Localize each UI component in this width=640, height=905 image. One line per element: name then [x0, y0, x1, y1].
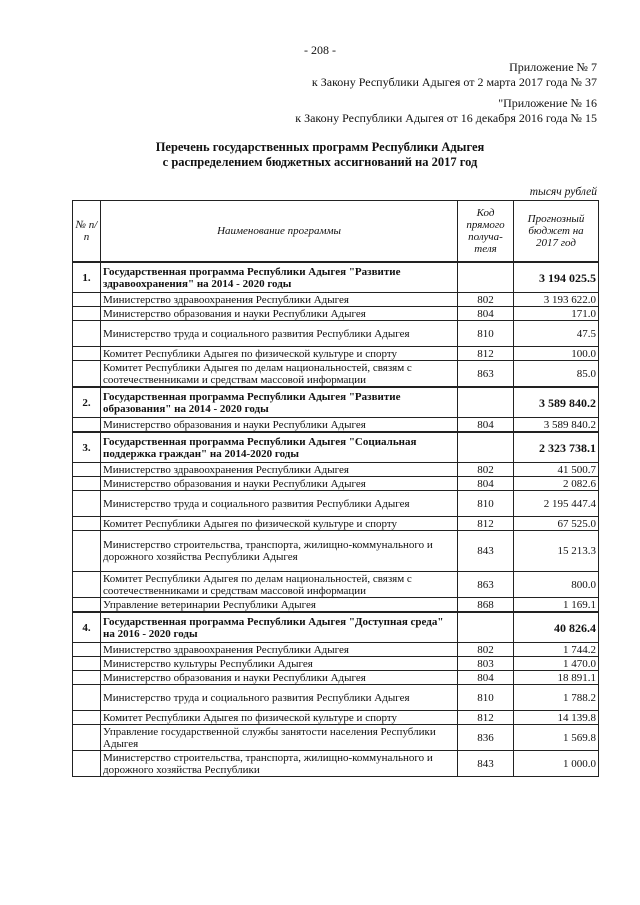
row-number-cell — [73, 307, 101, 321]
recipient-name: Министерство здравоохранения Республики Адыгея — [101, 293, 458, 307]
table-row — [73, 531, 599, 572]
recipient-name: Министерство культуры Республики Адыгея — [101, 657, 458, 671]
table-row — [73, 293, 599, 307]
program-name: Государственная программа Республики Адыгея "Доступная среда" на 2016 - 2020 годы — [101, 612, 458, 643]
recipient-code: 804 — [458, 477, 514, 491]
row-number-cell — [73, 321, 101, 347]
row-number-cell — [73, 643, 101, 657]
program-row — [73, 387, 599, 418]
recipient-code: 803 — [458, 657, 514, 671]
table-row — [73, 321, 599, 347]
title-line-1: Перечень государственных программ Республики Адыгея — [155, 140, 485, 154]
row-number-cell — [73, 463, 101, 477]
recipient-code: 863 — [458, 361, 514, 388]
recipient-code: 843 — [458, 531, 514, 572]
table-row — [73, 671, 599, 685]
recipient-code: 810 — [458, 321, 514, 347]
program-number: 2. — [73, 387, 101, 418]
table-row — [73, 725, 599, 751]
recipient-name: Министерство труда и социального развития Республики Адыгея — [101, 491, 458, 517]
recipient-name: Министерство здравоохранения Республики Адыгея — [101, 643, 458, 657]
table-row — [73, 598, 599, 613]
recipient-amount: 14 139.8 — [514, 711, 599, 725]
table-row — [73, 361, 599, 388]
recipient-amount: 3 589 840.2 — [514, 418, 599, 433]
row-number-cell — [73, 711, 101, 725]
recipient-amount: 2 082.6 — [514, 477, 599, 491]
program-total: 2 323 738.1 — [514, 432, 599, 463]
recipient-amount: 1 788.2 — [514, 685, 599, 711]
original-law-reference: к Закону Республики Адыгея от 16 декабря 2016 года № 15 — [295, 111, 597, 125]
row-number-cell — [73, 491, 101, 517]
appendix-header-original — [295, 96, 597, 126]
program-total: 3 194 025.5 — [514, 262, 599, 293]
appendix-number: Приложение № 7 — [509, 60, 597, 74]
table-row — [73, 307, 599, 321]
col-header-recipient-code: Код прямого получа-теля — [458, 201, 514, 263]
recipient-amount: 1 744.2 — [514, 643, 599, 657]
program-row — [73, 432, 599, 463]
recipient-amount: 47.5 — [514, 321, 599, 347]
row-number-cell — [73, 477, 101, 491]
recipient-amount: 1 569.8 — [514, 725, 599, 751]
table-row — [73, 643, 599, 657]
original-appendix-number: "Приложение № 16 — [498, 96, 597, 110]
recipient-name: Комитет Республики Адыгея по физической культуре и спорту — [101, 711, 458, 725]
row-number-cell — [73, 418, 101, 433]
appendix-header-current — [312, 60, 597, 90]
program-total: 40 826.4 — [514, 612, 599, 643]
recipient-name: Комитет Республики Адыгея по делам национальностей, связям с соотечественниками и средствам массовой информации — [101, 361, 458, 388]
page-number: - 208 - — [304, 43, 336, 57]
recipient-amount: 800.0 — [514, 572, 599, 598]
recipient-code: 812 — [458, 517, 514, 531]
title-line-2: с распределением бюджетных ассигнований на 2017 год — [162, 155, 478, 169]
program-number: 3. — [73, 432, 101, 463]
recipient-code: 843 — [458, 751, 514, 777]
budget-programs-table — [72, 200, 599, 777]
row-number-cell — [73, 347, 101, 361]
table-row — [73, 463, 599, 477]
recipient-name: Комитет Республики Адыгея по делам национальностей, связям с соотечественниками и средствам массовой информации — [101, 572, 458, 598]
table-row — [73, 572, 599, 598]
recipient-amount: 3 193 622.0 — [514, 293, 599, 307]
row-number-cell — [73, 725, 101, 751]
recipient-name: Министерство строительства, транспорта, жилищно-коммунального и дорожного хозяйства Республики — [101, 751, 458, 777]
col-header-number: № п/п — [73, 201, 101, 263]
document-title — [0, 140, 640, 170]
recipient-name: Министерство образования и науки Республики Адыгея — [101, 671, 458, 685]
table-row — [73, 517, 599, 531]
row-number-cell — [73, 517, 101, 531]
units-label: тысяч рублей — [529, 186, 597, 198]
program-total: 3 589 840.2 — [514, 387, 599, 418]
table-row — [73, 347, 599, 361]
recipient-amount: 2 195 447.4 — [514, 491, 599, 517]
recipient-code: 802 — [458, 643, 514, 657]
appendix-law-reference: к Закону Республики Адыгея от 2 марта 2017 года № 37 — [311, 75, 597, 89]
program-row — [73, 612, 599, 643]
col-header-program-name: Наименование программы — [101, 201, 458, 263]
recipient-amount: 1 169.1 — [514, 598, 599, 613]
recipient-name: Управление государственной службы занятости населения Республики Адыгея — [101, 725, 458, 751]
recipient-name: Комитет Республики Адыгея по физической культуре и спорту — [101, 517, 458, 531]
recipient-amount: 85.0 — [514, 361, 599, 388]
program-number: 1. — [73, 262, 101, 293]
recipient-code: 810 — [458, 685, 514, 711]
recipient-code: 804 — [458, 307, 514, 321]
recipient-amount: 100.0 — [514, 347, 599, 361]
recipient-code: 804 — [458, 418, 514, 433]
recipient-amount: 171.0 — [514, 307, 599, 321]
recipient-name: Министерство здравоохранения Республики Адыгея — [101, 463, 458, 477]
table-row — [73, 657, 599, 671]
row-number-cell — [73, 685, 101, 711]
table-row — [73, 751, 599, 777]
recipient-code: 802 — [458, 293, 514, 307]
table-header-row — [73, 201, 599, 263]
program-code-cell — [458, 387, 514, 418]
program-code-cell — [458, 262, 514, 293]
recipient-code: 802 — [458, 463, 514, 477]
row-number-cell — [73, 293, 101, 307]
recipient-code: 812 — [458, 711, 514, 725]
recipient-amount: 67 525.0 — [514, 517, 599, 531]
row-number-cell — [73, 531, 101, 572]
recipient-amount: 41 500.7 — [514, 463, 599, 477]
recipient-amount: 1 000.0 — [514, 751, 599, 777]
recipient-name: Министерство строительства, транспорта, жилищно-коммунального и дорожного хозяйства Республики Адыгея — [101, 531, 458, 572]
recipient-name: Министерство образования и науки Республики Адыгея — [101, 477, 458, 491]
program-name: Государственная программа Республики Адыгея "Развитие здравоохранения" на 2014 - 2020 годы — [101, 262, 458, 293]
program-code-cell — [458, 612, 514, 643]
program-number: 4. — [73, 612, 101, 643]
recipient-code: 836 — [458, 725, 514, 751]
recipient-amount: 15 213.3 — [514, 531, 599, 572]
table-row — [73, 477, 599, 491]
table-row — [73, 711, 599, 725]
program-code-cell — [458, 432, 514, 463]
program-name: Государственная программа Республики Адыгея "Развитие образования" на 2014 - 2020 годы — [101, 387, 458, 418]
recipient-name: Комитет Республики Адыгея по физической культуре и спорту — [101, 347, 458, 361]
table-body — [73, 262, 599, 777]
table-row — [73, 491, 599, 517]
row-number-cell — [73, 671, 101, 685]
recipient-name: Министерство образования и науки Республики Адыгея — [101, 418, 458, 433]
recipient-name: Министерство труда и социального развития Республики Адыгея — [101, 321, 458, 347]
col-header-forecast-budget: Прогнозный бюджет на 2017 год — [514, 201, 599, 263]
recipient-name: Министерство труда и социального развития Республики Адыгея — [101, 685, 458, 711]
table-row — [73, 418, 599, 433]
recipient-name: Управление ветеринарии Республики Адыгея — [101, 598, 458, 613]
recipient-code: 812 — [458, 347, 514, 361]
row-number-cell — [73, 361, 101, 388]
recipient-code: 868 — [458, 598, 514, 613]
row-number-cell — [73, 751, 101, 777]
recipient-amount: 1 470.0 — [514, 657, 599, 671]
recipient-name: Министерство образования и науки Республики Адыгея — [101, 307, 458, 321]
row-number-cell — [73, 572, 101, 598]
recipient-code: 863 — [458, 572, 514, 598]
row-number-cell — [73, 657, 101, 671]
program-row — [73, 262, 599, 293]
recipient-code: 810 — [458, 491, 514, 517]
table-row — [73, 685, 599, 711]
row-number-cell — [73, 598, 101, 613]
program-name: Государственная программа Республики Адыгея "Социальная поддержка граждан" на 2014-2020 годы — [101, 432, 458, 463]
recipient-amount: 18 891.1 — [514, 671, 599, 685]
recipient-code: 804 — [458, 671, 514, 685]
